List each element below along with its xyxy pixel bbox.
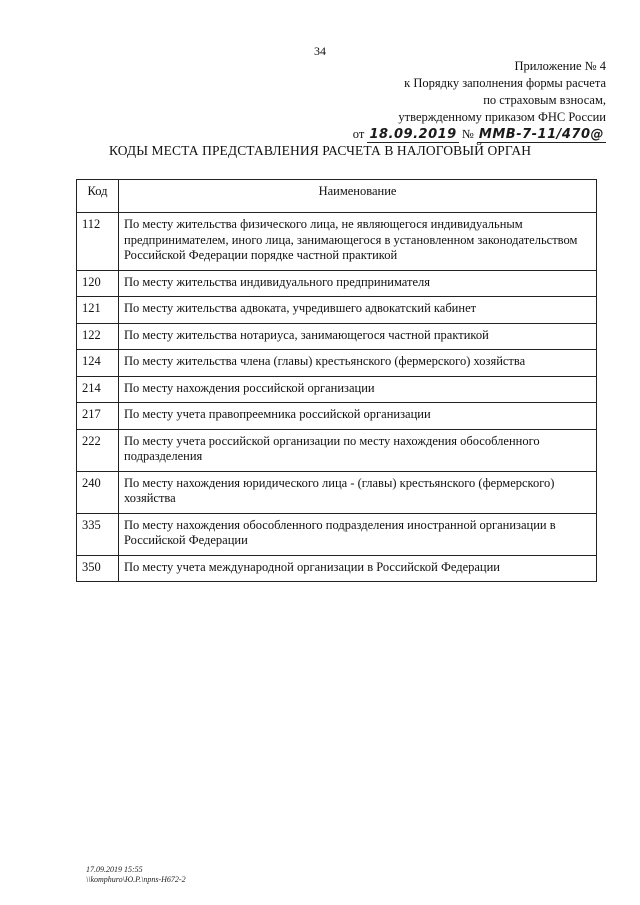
row-name: По месту учета международной организации в Российской Федерации: [119, 555, 597, 582]
appendix-line-2: по страховым взносам,: [483, 93, 606, 107]
header-code: Код: [77, 180, 119, 213]
row-code: 217: [77, 403, 119, 430]
table-row: [77, 429, 597, 471]
table-row: [77, 513, 597, 555]
page-number: 34: [314, 44, 326, 58]
row-name: По месту учета российской организации по месту нахождения обособленного подразделения: [119, 429, 597, 471]
from-label: от: [352, 127, 365, 141]
handwritten-order-number: ММВ-7-11/470@: [478, 127, 604, 142]
row-name: По месту нахождения юридического лица - (главы) крестьянского (фермерского) хозяйства: [119, 471, 597, 513]
appendix-line-3: утвержденному приказом ФНС России: [398, 110, 606, 124]
row-code: 350: [77, 555, 119, 582]
row-code: 214: [77, 376, 119, 403]
table-row: [77, 555, 597, 582]
row-code: 112: [77, 213, 119, 271]
table-header-row: [77, 180, 597, 213]
table-row: [77, 297, 597, 324]
row-name: По месту нахождения обособленного подразделения иностранной организации в Российской Федерации: [119, 513, 597, 555]
table-row: [77, 376, 597, 403]
appendix-block: [306, 58, 606, 143]
row-name: По месту жительства индивидуального предпринимателя: [119, 270, 597, 297]
row-name: По месту жительства нотариуса, занимающегося частной практикой: [119, 323, 597, 350]
table-row: [77, 403, 597, 430]
row-code: 120: [77, 270, 119, 297]
table-row: [77, 471, 597, 513]
row-code: 240: [77, 471, 119, 513]
footer-timestamp: 17.09.2019 15:55: [86, 865, 143, 874]
row-code: 124: [77, 350, 119, 377]
footer-print-info: [86, 865, 186, 885]
table-row: [77, 270, 597, 297]
order-date-number-line: [306, 126, 606, 143]
row-code: 335: [77, 513, 119, 555]
footer-file-path: \\komphuro\Ю.Р.\npns-Н672-2: [86, 875, 186, 884]
table-row: [77, 323, 597, 350]
row-name: По месту учета правопреемника российской организации: [119, 403, 597, 430]
row-code: 222: [77, 429, 119, 471]
appendix-line-1: к Порядку заполнения формы расчета: [404, 76, 606, 90]
codes-table: [76, 179, 597, 582]
appendix-title: Приложение № 4: [514, 59, 606, 73]
row-code: 122: [77, 323, 119, 350]
header-name: Наименование: [119, 180, 597, 213]
table-row: [77, 213, 597, 271]
row-name: По месту жительства члена (главы) крестьянского (фермерского) хозяйства: [119, 350, 597, 377]
row-name: По месту жительства адвоката, учредившего адвокатский кабинет: [119, 297, 597, 324]
row-name: По месту жительства физического лица, не являющегося индивидуальным предпринимателем, иного лица, занимающегося в установленном законодательством Российской Федерации порядке частной практикой: [119, 213, 597, 271]
handwritten-date: 18.09.2019: [369, 127, 457, 142]
number-label: №: [461, 127, 474, 141]
document-title: КОДЫ МЕСТА ПРЕДСТАВЛЕНИЯ РАСЧЕТА В НАЛОГОВЫЙ ОРГАН: [108, 143, 532, 158]
row-name: По месту нахождения российской организации: [119, 376, 597, 403]
row-code: 121: [77, 297, 119, 324]
table-row: [77, 350, 597, 377]
